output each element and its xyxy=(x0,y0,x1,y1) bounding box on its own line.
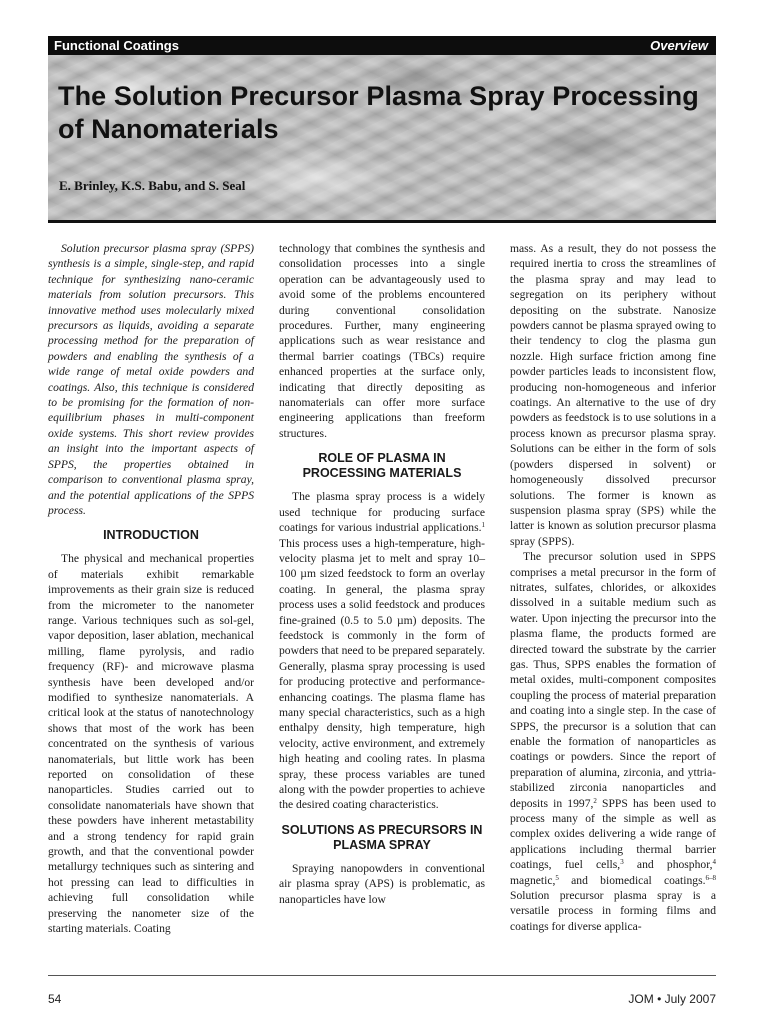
text-column-2 xyxy=(279,241,485,907)
intro-paragraph: The physical and mechanical properties of materials exhibit remarkable improvements as their grain size is reduced from the micrometer to the nanometer range. Various techniques such as sol-gel, vapor deposition, laser ablation, mechanical milling, flame pyrolysis, and radio frequency (RF)- and microwave plasma synthesis have been developed and/or modified to synthesize nanomaterials. A critical look at the status of nanotechnology shows that most of the work has been concentrated on the synthesis of various nanomaterials, but little work has been reported on consolidation of these nanoparticles. Studies carried out to consolidate nanomaterials have shown that these powders have inherent metastability and a strong tendency for rapid grain growth, and that the conventional powder metallurgy techniques such as sintering and hot pressing can lead to difficulties in achieving full consolidation while preserving the nanometer size of the starting materials. Coating xyxy=(48,552,254,936)
citation-ref: 4 xyxy=(712,858,716,867)
section-header-bar xyxy=(48,36,716,55)
page-number: 54 xyxy=(48,992,62,1006)
citation-ref: 3 xyxy=(620,858,624,867)
article-authors: E. Brinley, K.S. Babu, and S. Seal xyxy=(59,178,246,193)
article-title: The Solution Precursor Plasma Spray Processing of Nanomaterials xyxy=(58,81,699,144)
heading-introduction: INTRODUCTION xyxy=(103,528,199,543)
citation-ref: 1 xyxy=(481,521,485,530)
text-column-3 xyxy=(510,241,716,934)
citation-ref: 5 xyxy=(555,873,559,882)
citation-ref: 2 xyxy=(593,796,597,805)
solutions-continued-paragraph: mass. As a result, they do not possess the required inertia to cross the streamlines of the plasma spray and may lead to segregation on its periphery without depositing on the substrate. Nanosize powders cannot be plasma sprayed owing to their tendency to clog the plasma gun nozzle. High surface friction among fine powder particles leads to inconsistent flow, producing non-homogeneous and inferior coatings. An alternative to the use of dry powders as feedstock is to use solutions in a process known as precursor plasma spray. Solutions can be either in the form of sols (powders dispersed in solvent) or homogeneously dissolved precursor solutions. The former is known as suspension plasma spray (SPS) while the latter is known as solution precursor plasma spray (SPPS). xyxy=(510,242,716,548)
journal-citation: JOM • July 2007 xyxy=(628,992,716,1006)
citation-ref: 6–8 xyxy=(705,873,716,882)
footer-rule xyxy=(48,975,716,976)
heading-role-of-plasma: ROLE OF PLASMA IN PROCESSING MATERIALS xyxy=(302,451,462,481)
precursor-solution-paragraph: The precursor solution used in SPPS comprises a metal precursor in the form of nitrates, sulfates, chlorides, or alkoxides dissolved in a suitable medium such as water. Upon injecting the precursor into the plasma flame, the products formed are directed toward the substrate by the carrier gas. Thus, SPPS enables the formation of metal oxides, multi-component composites coupling the process of material preparation and coating into a single step. In the case of SPPS, the precursor is a solution that can enable the formation of nanoparticles as coatings or powders. Since the report of preparation of alumina, zirconia, and yttria-stabilized zirconia nanoparticles and deposits in 1997,$^2$ SPPS has been used to process many of the simple as well as complex oxides delivering a wide range of applications including thermal barrier coatings, fuel cells,$^3$ and phosphor,$^4$ magnetic,$^5$ and biomedical coatings.$^{6-8}$ Solution precursor plasma spray is a versatile process in forming films and coatings for diverse applica- xyxy=(510,550,716,933)
article-type-label: Overview xyxy=(650,38,708,53)
solutions-paragraph: Spraying nanopowders in conventional air plasma spray (APS) is problematic, as nanoparticles have low xyxy=(279,861,485,906)
heading-solutions-as-precursors: SOLUTIONS AS PRECURSORS IN PLASMA SPRAY xyxy=(281,822,483,852)
plasma-paragraph: The plasma spray process is a widely used technique for producing surface coatings for various industrial applications.$^1$ This process uses a high-temperature, high-velocity plasma jet to melt and spray 10–100 µm sized feedstock to form an overlay coating. In general, the plasma spray process uses a solid feedstock and produces fine-grained (0.5 to 5.0 µm) deposits. The feedstock is commonly in the form of powders that need to be prepared separately. Generally, plasma spray processing is used for producing protective and performance-enhancing coatings. The plasma flame has many special characteristics, such as a high enthalpy density, high temperature, high velocity, active environment, and extremely high heating and cooling rates. In plasma spray, these process variables are tuned along with the powder properties to achieve the desired coating characteristics. xyxy=(279,490,485,812)
intro-continued-paragraph: technology that combines the synthesis and consolidation processes into a single operation can be advantageously used to avoid some of the problems encountered during conventional consolidation procedures. Further, many engineering applications such as wear resistance and thermal barrier coatings (TBCs) require enhanced properties at the surface only, indicating that directly depositing as nanomaterials can offer more surface engineering applications than freeform structures. xyxy=(279,242,485,440)
text-column-1 xyxy=(48,241,254,936)
abstract: Solution precursor plasma spray (SPPS) synthesis is a simple, single-step, and rapid technique for synthesizing nano-ceramic materials from solution precursors. This innovative method uses molecularly mixed precursors as liquids, avoiding a separate processing method for the preparation of powders and enabling the synthesis of a wide range of metal oxide powders and coatings. Also, this technique is considered to be promising for the formation of non-equilibrium phases in multi-component oxide systems. This short review provides an insight into the important aspects of SPPS, the properties obtained in comparison to conventional plasma spray, and the potential applications of the SPPS process. xyxy=(48,242,254,517)
section-label: Functional Coatings xyxy=(54,38,179,53)
banner-divider xyxy=(48,220,716,223)
